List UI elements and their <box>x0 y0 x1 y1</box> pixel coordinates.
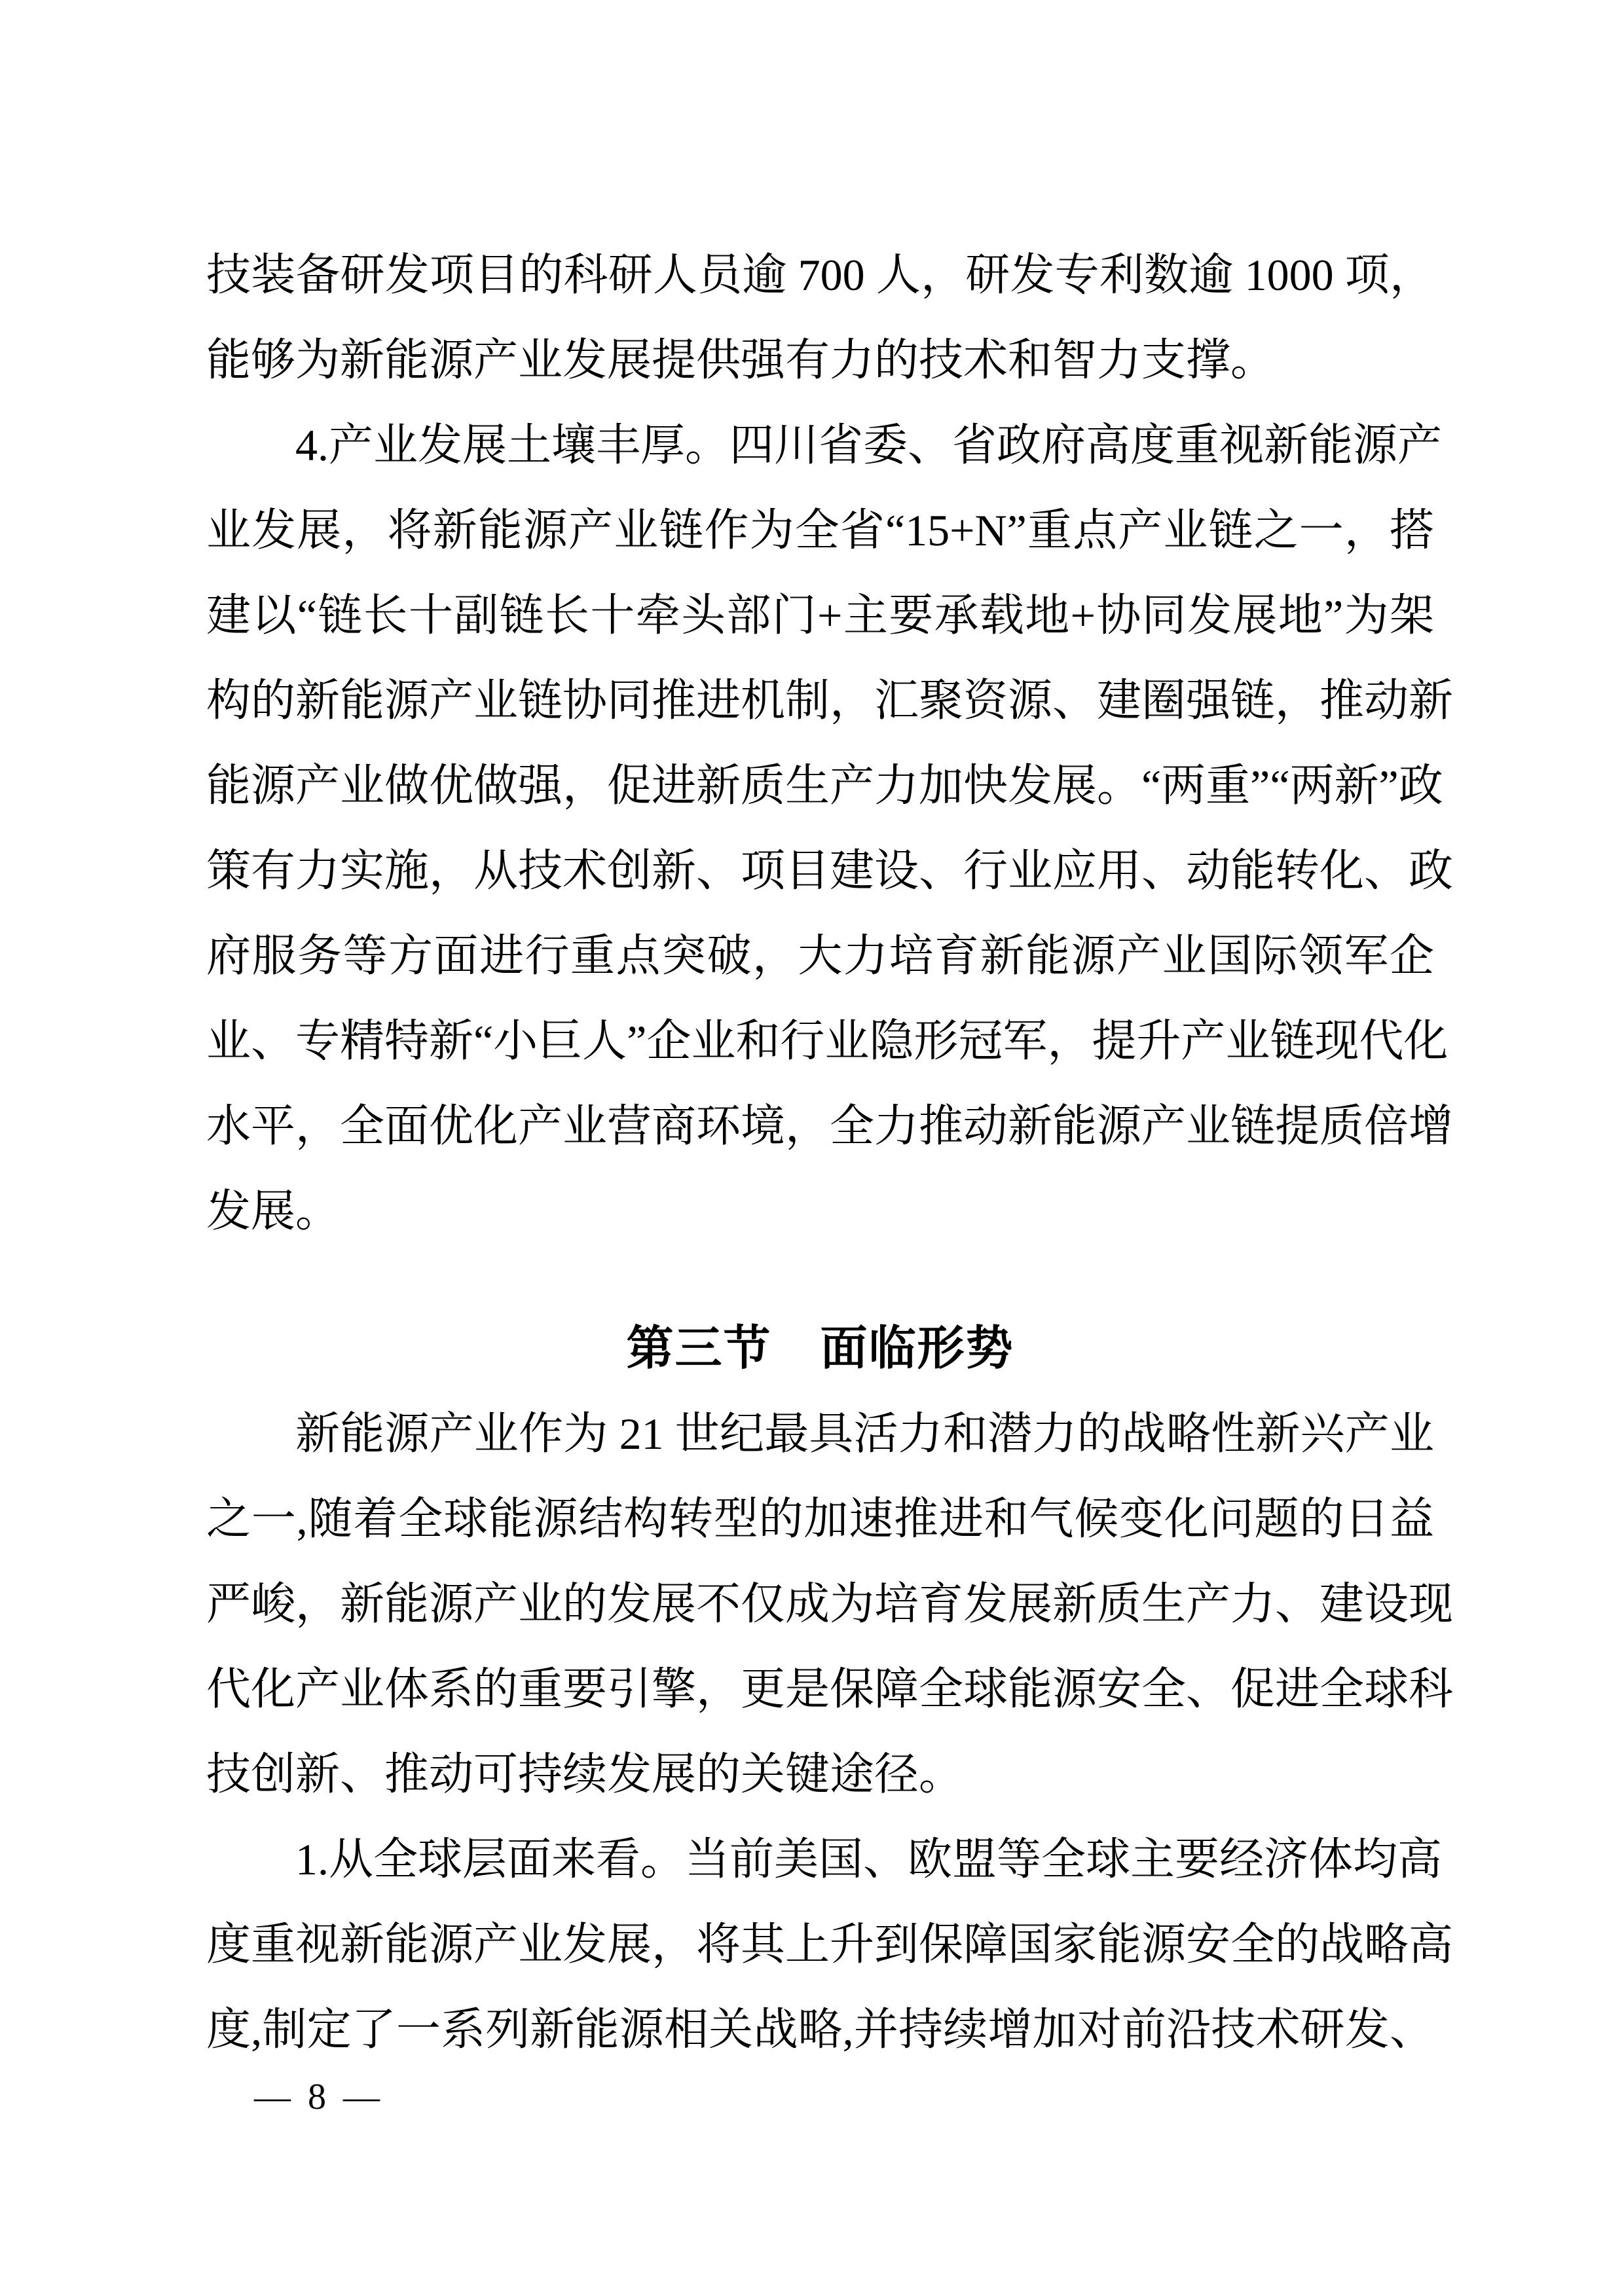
page-number: — 8 — <box>254 2077 384 2117</box>
document-body <box>206 232 1454 2072</box>
text-line: 建以“链长十副链长十牵头部门+主要承载地+协同发展地”为架 <box>206 591 1434 640</box>
text-line: 业、专精特新“小巨人”企业和行业隐形冠军，提升产业链现代化 <box>206 1016 1449 1066</box>
text-line: 度重视新能源产业发展，将其上升到保障国家能源安全的战略高 <box>206 1920 1454 1969</box>
paragraph-item-4 <box>206 403 1454 1254</box>
text-line: 1.从全球层面来看。当前美国、欧盟等全球主要经济体均高 <box>295 1834 1443 1884</box>
text-line: 能源产业做优做强，促进新质生产力加快发展。“两重”“两新”政 <box>206 761 1443 811</box>
text-line: 构的新能源产业链协同推进机制，汇聚资源、建圈强链，推动新 <box>206 676 1454 725</box>
text-line: 技创新、推动可持续发展的关键途径。 <box>206 1749 964 1799</box>
text-line: 发展。 <box>206 1186 341 1236</box>
text-line: 水平，全面优化产业营商环境，全力推动新能源产业链提质倍增 <box>206 1101 1454 1151</box>
text-line: 能够为新能源产业发展提供强有力的技术和智力支撑。 <box>206 335 1276 385</box>
text-line: 4.产业发展土壤丰厚。四川省委、省政府高度重视新能源产 <box>295 420 1443 470</box>
section-heading: 第三节 面临形势 <box>626 1322 1014 1375</box>
paragraph-overview <box>206 1391 1454 1817</box>
text-line: 严峻，新能源产业的发展不仅成为培育发展新质生产力、建设现 <box>206 1579 1454 1629</box>
text-line: 业发展，将新能源产业链作为全省“15+N”重点产业链之一，搭 <box>206 505 1434 555</box>
text-line: 新能源产业作为 21 世纪最具活力和潜力的战略性新兴产业 <box>295 1409 1434 1459</box>
text-line: 代化产业体系的重要引擎，更是保障全球能源安全、促进全球科 <box>206 1664 1454 1714</box>
paragraph-global-view <box>206 1817 1454 2072</box>
text-line: 技装备研发项目的科研人员逾 700 人，研发专利数逾 1000 项， <box>206 250 1434 300</box>
text-line: 度,制定了一系列新能源相关战略,并持续增加对前沿技术研发、 <box>206 2005 1434 2054</box>
text-line: 府服务等方面进行重点突破，大力培育新能源产业国际领军企 <box>206 931 1434 981</box>
text-line: 策有力实施，从技术创新、项目建设、行业应用、动能转化、政 <box>206 846 1454 896</box>
text-line: 之一,随着全球能源结构转型的加速推进和气候变化问题的日益 <box>206 1494 1434 1544</box>
paragraph-continuation <box>206 232 1434 403</box>
